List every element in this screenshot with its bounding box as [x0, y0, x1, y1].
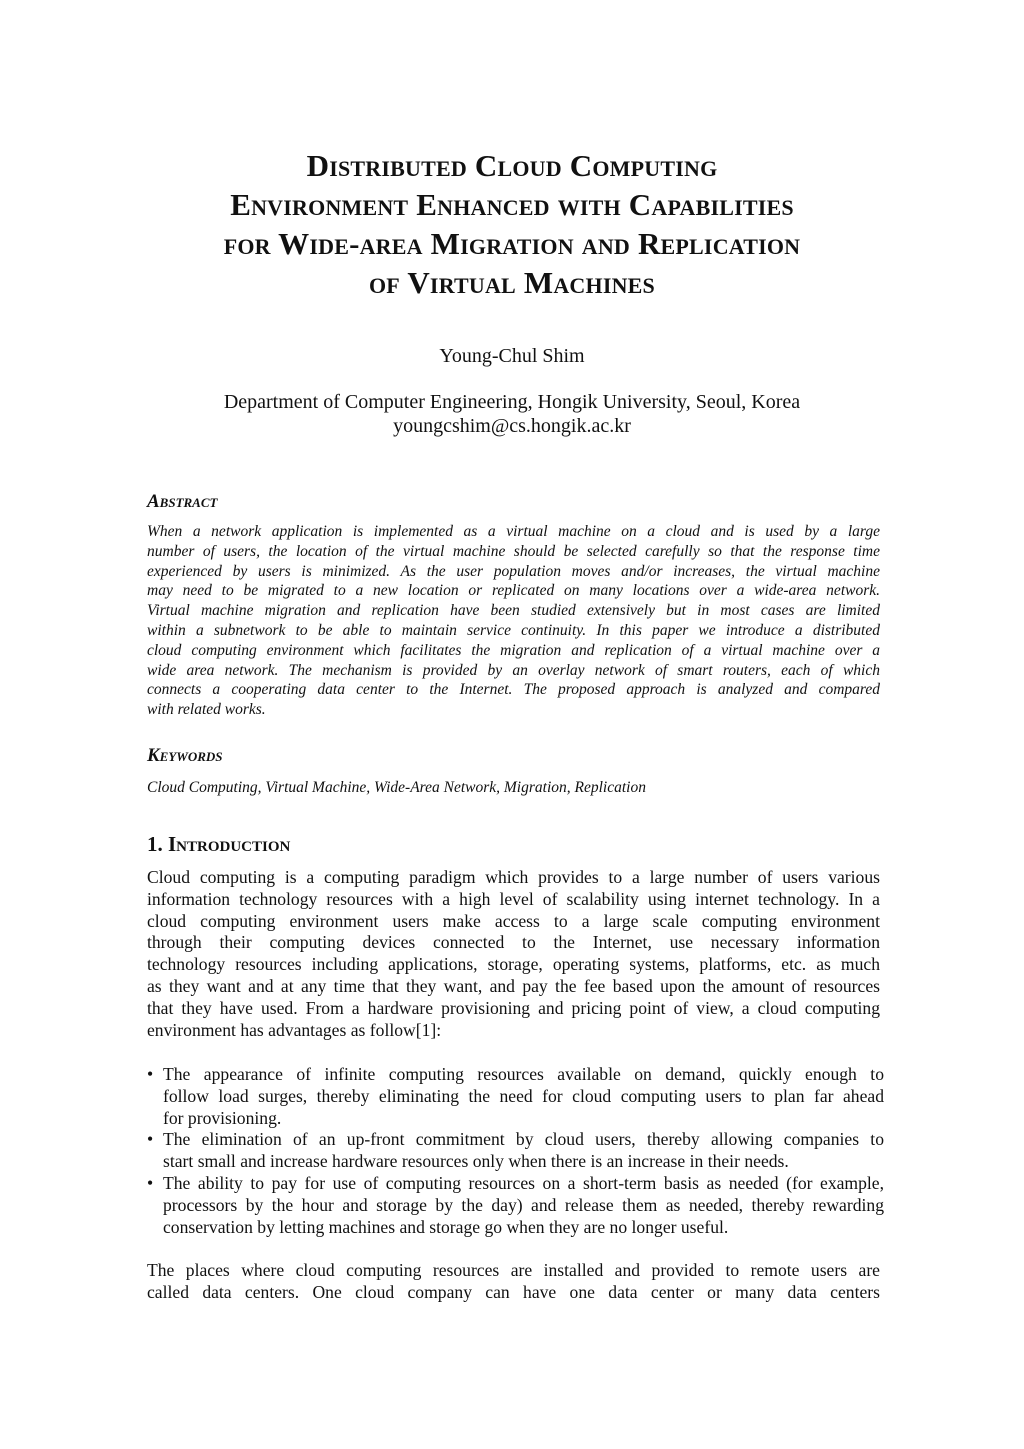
abstract-line: may need to be migrated to a new location or replicated on many locations over a wide-area network.	[147, 582, 880, 600]
keywords-heading: Keywords	[147, 745, 223, 766]
abstract-body	[147, 522, 880, 720]
affiliation-department: Department of Computer Engineering, Hongik University, Seoul, Korea	[223, 391, 801, 413]
list-item-line: The elimination of an up-front commitment by cloud users, thereby allowing companies to	[163, 1129, 884, 1150]
introduction-paragraph-1	[147, 867, 880, 1041]
bullet-icon: •	[147, 1172, 154, 1193]
list-item-line: processors by the hour and storage by the day) and release them as needed, thereby rewarding	[163, 1194, 884, 1215]
list-item	[147, 1173, 884, 1238]
advantages-list	[147, 1064, 884, 1238]
abstract-line: with related works.	[147, 701, 266, 719]
affiliation	[0, 390, 1024, 438]
abstract-line: cloud computing environment which facilitates the migration and replication of a virtual machine over a	[147, 641, 880, 659]
abstract-line: number of users, the location of the virtual machine should be selected carefully so that the response time	[147, 542, 880, 560]
paragraph-line: called data centers. One cloud company can have one data center or many data centers	[147, 1281, 880, 1302]
title-line: Environment Enhanced with Capabilities	[230, 187, 794, 222]
list-item	[147, 1064, 884, 1129]
keywords-text: Cloud Computing, Virtual Machine, Wide-Area Network, Migration, Replication	[147, 779, 646, 796]
abstract-line: experienced by users is minimized. As the user population moves and/or increases, the virtual machine	[147, 562, 880, 580]
abstract-line: connects a cooperating data center to the Internet. The proposed approach is analyzed and compared	[147, 681, 880, 699]
bullet-icon: •	[147, 1064, 154, 1084]
author-name: Young-Chul Shim	[439, 345, 585, 367]
list-item-line: follow load surges, thereby eliminating the need for cloud computing users to plan far ahead	[163, 1085, 884, 1106]
paragraph-line: information technology resources with a high level of scalability using internet technology. In a	[147, 888, 880, 909]
paragraph-line: that they have used. From a hardware provisioning and pricing point of view, a cloud computing	[147, 997, 880, 1018]
affiliation-email: youngcshim@cs.hongik.ac.kr	[393, 415, 631, 437]
paragraph-line: Cloud computing is a computing paradigm which provides to a large number of users various	[147, 867, 880, 887]
list-item-line: conservation by letting machines and storage go when they are no longer useful.	[163, 1216, 729, 1237]
abstract-line: within a subnetwork to be able to maintain service continuity. In this paper we introduce a distributed	[147, 621, 880, 639]
bullet-icon: •	[147, 1129, 154, 1150]
paper-title	[130, 146, 894, 302]
abstract-line: When a network application is implemented as a virtual machine on a cloud and is used by a large	[147, 523, 880, 540]
paragraph-line: through their computing devices connected to the Internet, use necessary information	[147, 932, 880, 953]
list-item-line: start small and increase hardware resources only when there is an increase in their needs.	[163, 1151, 789, 1172]
paragraph-line: The places where cloud computing resources are installed and provided to remote users are	[147, 1260, 880, 1280]
list-item-line: The appearance of infinite computing resources available on demand, quickly enough to	[163, 1064, 884, 1084]
paragraph-line: cloud computing environment users make access to a large scale computing environment	[147, 910, 880, 931]
paragraph-line: technology resources including applications, storage, operating systems, platforms, etc. as much	[147, 954, 880, 975]
introduction-paragraph-2	[147, 1260, 880, 1304]
list-item-line: for provisioning.	[163, 1107, 282, 1128]
title-line: Distributed Cloud Computing	[306, 148, 718, 183]
abstract-heading: Abstract	[147, 491, 218, 512]
list-item	[147, 1129, 884, 1173]
title-line: for Wide-area Migration and Replication	[223, 226, 801, 261]
list-item-line: The ability to pay for use of computing resources on a short-term basis as needed (for example,	[163, 1172, 884, 1193]
paragraph-line: environment has advantages as follow[1]:	[147, 1019, 442, 1040]
introduction-heading: 1. Introduction	[147, 832, 291, 856]
abstract-line: Virtual machine migration and replication have been studied extensively but in most cases are limited	[147, 602, 880, 620]
title-line: of Virtual Machines	[369, 265, 655, 300]
paragraph-line: as they want and at any time that they want, and pay the fee based upon the amount of resources	[147, 975, 880, 996]
abstract-line: wide area network. The mechanism is provided by an overlay network of smart routers, each of which	[147, 661, 880, 679]
